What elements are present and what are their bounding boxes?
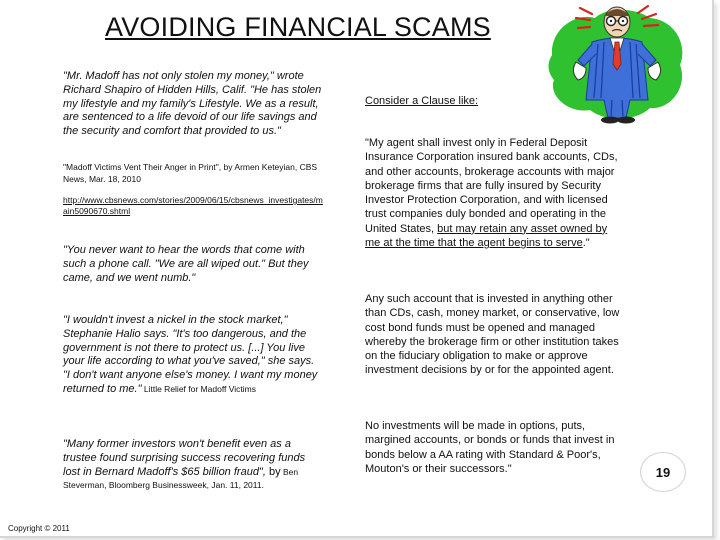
source-cbs-news: "Madoff Victims Vent Their Anger in Print", by Armen Keteyian, CBS News, Mar. 18, 2010 xyxy=(63,162,318,184)
clause-no-options: No investments will be made in options, puts, margined accounts, or bonds or funds that invest in bonds below a AA rating with Standard & Poor's, Mouton's or their successors." xyxy=(365,420,615,475)
clause-heading: Consider a Clause like: xyxy=(365,95,479,107)
clause-main-text: "My agent shall invest only in Federal Deposit Insurance Corporation insured bank accounts, CDs, and other accounts, brokerage accounts with major brokerage firms that are fully insured by Security Investor Protection Corporation, and with licensed trust companies duly bonded and operating in the United States, xyxy=(365,137,618,235)
slide-title: AVOIDING FINANCIAL SCAMS xyxy=(105,12,491,42)
madoff-quote-halio xyxy=(63,314,323,397)
madoff-quote-wiped-out: "You never want to hear the words that come with such a phone call. "We are all wiped out." But they came, and we went numb." xyxy=(63,244,309,284)
source-by-label: by xyxy=(265,465,281,478)
trustee-quote-text: "Many former investors won't benefit even as a trustee found surprising success recovering funds lost in Bernard Madoff's $65 billion fraud", xyxy=(63,438,306,478)
source-little-relief: Little Relief for Madoff Victims xyxy=(141,383,256,394)
source-url-link[interactable]: http://www.cbsnews.com/stories/2009/06/15/cbsnews_investigates/main5090670.shtml xyxy=(63,195,323,216)
clause-underlined-text: but may retain any asset owned by me at the time that the agent begins to serve xyxy=(365,222,608,250)
clause-end-text: ." xyxy=(582,237,590,250)
clause-invest-fdic xyxy=(365,136,621,250)
madoff-quote-shapiro: "Mr. Madoff has not only stolen my money," wrote Richard Shapiro of Hidden Hills, Calif. "He has stolen my lifestyle and my family's Lifestyle. We as a result, are sentenced to a life devoid of our life savings and the security and comfort that provided to us." xyxy=(63,70,322,138)
madoff-quote-trustee xyxy=(63,438,323,493)
copyright-notice: Copyright © 2011 xyxy=(8,524,70,533)
source-bloomberg: Ben Steverman, Bloomberg Businessweek, Jan. 11, 2011. xyxy=(63,466,299,491)
clause-fiduciary: Any such account that is invested in anything other than CDs, cash, money market, or conservative, low cost bond funds must be opened and managed whereby the brokerage firm or other institution takes on the fiduciary obligation to make or approve investment decisions by or for the appointed agent. xyxy=(365,293,620,377)
page-number-badge: 19 xyxy=(640,452,686,492)
halio-quote-text: "I wouldn't invest a nickel in the stock market," Stephanie Halio says. "It's too dangerous, and the government is not there to protect us. [...] You live your life according to what you've saved," she says. "I don't want anyone else's money. I want my money returned to me." xyxy=(63,314,318,395)
